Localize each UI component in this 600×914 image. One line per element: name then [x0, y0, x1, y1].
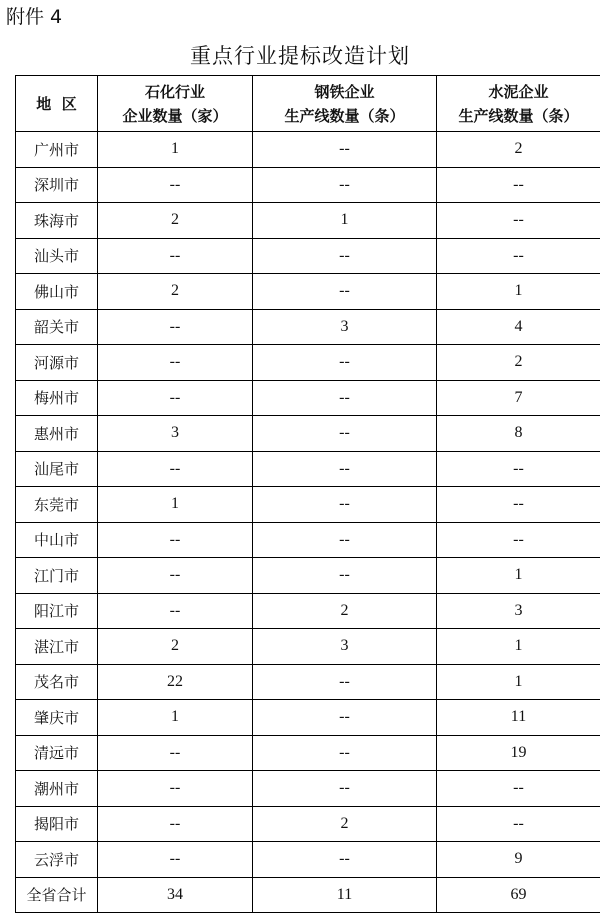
region-cell: 江门市	[16, 558, 98, 594]
cement-line-count-cell: 1	[437, 664, 600, 700]
petrochemical-count-cell: --	[98, 238, 253, 274]
header-petro-line2: 企业数量（家）	[122, 106, 228, 125]
steel-line-count-cell: --	[253, 167, 437, 203]
header-steel	[253, 76, 437, 132]
region-cell: 河源市	[16, 345, 98, 381]
region-cell: 汕尾市	[16, 451, 98, 487]
table-row	[16, 274, 600, 310]
cement-line-count-cell: 11	[437, 700, 600, 736]
petrochemical-count-cell: 1	[98, 700, 253, 736]
header-cement-line2: 生产线数量（条）	[458, 106, 579, 125]
steel-line-count-cell: --	[253, 735, 437, 771]
table-row	[16, 309, 600, 345]
steel-line-count-cell: --	[253, 842, 437, 878]
cement-line-count-cell: 1	[437, 558, 600, 594]
cement-line-count-cell: 19	[437, 735, 600, 771]
petrochemical-count-cell: --	[98, 345, 253, 381]
region-cell: 广州市	[16, 132, 98, 168]
document-title: 重点行业提标改造计划	[190, 44, 410, 68]
cement-line-count-cell: 4	[437, 309, 600, 345]
attachment-label: 附件 4	[6, 6, 63, 28]
region-cell: 深圳市	[16, 167, 98, 203]
cement-line-count-cell: 2	[437, 132, 600, 168]
steel-line-count-cell: 2	[253, 806, 437, 842]
cement-line-count-cell: 3	[437, 593, 600, 629]
petrochemical-count-cell: --	[98, 309, 253, 345]
steel-line-count-cell: --	[253, 558, 437, 594]
header-steel-line2: 生产线数量（条）	[284, 106, 405, 125]
region-cell: 中山市	[16, 522, 98, 558]
header-cement	[437, 76, 600, 132]
petrochemical-count-cell: --	[98, 167, 253, 203]
steel-line-count-cell: --	[253, 487, 437, 523]
region-cell: 揭阳市	[16, 806, 98, 842]
cement-line-count-cell: --	[437, 451, 600, 487]
table-row	[16, 877, 600, 913]
steel-line-count-cell: --	[253, 132, 437, 168]
cement-line-count-cell: --	[437, 771, 600, 807]
petrochemical-count-cell: --	[98, 593, 253, 629]
region-cell: 韶关市	[16, 309, 98, 345]
steel-line-count-cell: --	[253, 416, 437, 452]
petrochemical-count-cell: --	[98, 806, 253, 842]
table-row	[16, 558, 600, 594]
petrochemical-count-cell: 1	[98, 487, 253, 523]
region-cell: 云浮市	[16, 842, 98, 878]
table-row	[16, 806, 600, 842]
table-row	[16, 238, 600, 274]
cement-line-count-cell: --	[437, 238, 600, 274]
petrochemical-count-cell: --	[98, 522, 253, 558]
steel-line-count-cell: 11	[253, 877, 437, 913]
region-cell: 阳江市	[16, 593, 98, 629]
table-row	[16, 664, 600, 700]
region-cell: 梅州市	[16, 380, 98, 416]
petrochemical-count-cell: --	[98, 771, 253, 807]
petrochemical-count-cell: --	[98, 842, 253, 878]
cement-line-count-cell: --	[437, 522, 600, 558]
cement-line-count-cell: 8	[437, 416, 600, 452]
steel-line-count-cell: --	[253, 451, 437, 487]
steel-line-count-cell: --	[253, 771, 437, 807]
header-row	[16, 76, 600, 132]
steel-line-count-cell: 2	[253, 593, 437, 629]
cement-line-count-cell: 2	[437, 345, 600, 381]
cement-line-count-cell: 7	[437, 380, 600, 416]
table-row	[16, 593, 600, 629]
region-cell: 肇庆市	[16, 700, 98, 736]
cement-line-count-cell: --	[437, 167, 600, 203]
petrochemical-count-cell: 3	[98, 416, 253, 452]
plan-table	[15, 75, 600, 913]
region-cell: 湛江市	[16, 629, 98, 665]
region-cell: 全省合计	[16, 877, 98, 913]
table-body	[16, 132, 600, 913]
steel-line-count-cell: --	[253, 664, 437, 700]
table-header	[16, 76, 600, 132]
table-row	[16, 132, 600, 168]
table-row	[16, 416, 600, 452]
steel-line-count-cell: 1	[253, 203, 437, 239]
cement-line-count-cell: --	[437, 487, 600, 523]
region-cell: 潮州市	[16, 771, 98, 807]
table-row	[16, 345, 600, 381]
region-cell: 佛山市	[16, 274, 98, 310]
cement-line-count-cell: --	[437, 806, 600, 842]
steel-line-count-cell: --	[253, 274, 437, 310]
steel-line-count-cell: 3	[253, 629, 437, 665]
petrochemical-count-cell: 2	[98, 629, 253, 665]
cement-line-count-cell: 9	[437, 842, 600, 878]
header-petro-line1: 石化行业	[144, 82, 205, 101]
steel-line-count-cell: --	[253, 345, 437, 381]
steel-line-count-cell: --	[253, 238, 437, 274]
petrochemical-count-cell: --	[98, 558, 253, 594]
steel-line-count-cell: --	[253, 522, 437, 558]
cement-line-count-cell: 1	[437, 629, 600, 665]
header-region: 地 区	[16, 76, 98, 132]
header-cement-line1: 水泥企业	[488, 82, 549, 101]
table-row	[16, 451, 600, 487]
petrochemical-count-cell: 34	[98, 877, 253, 913]
petrochemical-count-cell: 2	[98, 203, 253, 239]
steel-line-count-cell: 3	[253, 309, 437, 345]
cement-line-count-cell: 1	[437, 274, 600, 310]
steel-line-count-cell: --	[253, 380, 437, 416]
petrochemical-count-cell: --	[98, 451, 253, 487]
cement-line-count-cell: --	[437, 203, 600, 239]
table-row	[16, 629, 600, 665]
header-petrochemical	[98, 76, 253, 132]
table-row	[16, 203, 600, 239]
region-cell: 汕头市	[16, 238, 98, 274]
region-cell: 珠海市	[16, 203, 98, 239]
table-row	[16, 487, 600, 523]
petrochemical-count-cell: --	[98, 735, 253, 771]
table-row	[16, 700, 600, 736]
table-row	[16, 842, 600, 878]
region-cell: 惠州市	[16, 416, 98, 452]
region-cell: 清远市	[16, 735, 98, 771]
region-cell: 茂名市	[16, 664, 98, 700]
region-cell: 东莞市	[16, 487, 98, 523]
table-row	[16, 771, 600, 807]
petrochemical-count-cell: 22	[98, 664, 253, 700]
table-row	[16, 522, 600, 558]
table-row	[16, 735, 600, 771]
petrochemical-count-cell: 1	[98, 132, 253, 168]
header-steel-line1: 钢铁企业	[314, 82, 375, 101]
petrochemical-count-cell: --	[98, 380, 253, 416]
petrochemical-count-cell: 2	[98, 274, 253, 310]
cement-line-count-cell: 69	[437, 877, 600, 913]
table-row	[16, 380, 600, 416]
table-row	[16, 167, 600, 203]
steel-line-count-cell: --	[253, 700, 437, 736]
